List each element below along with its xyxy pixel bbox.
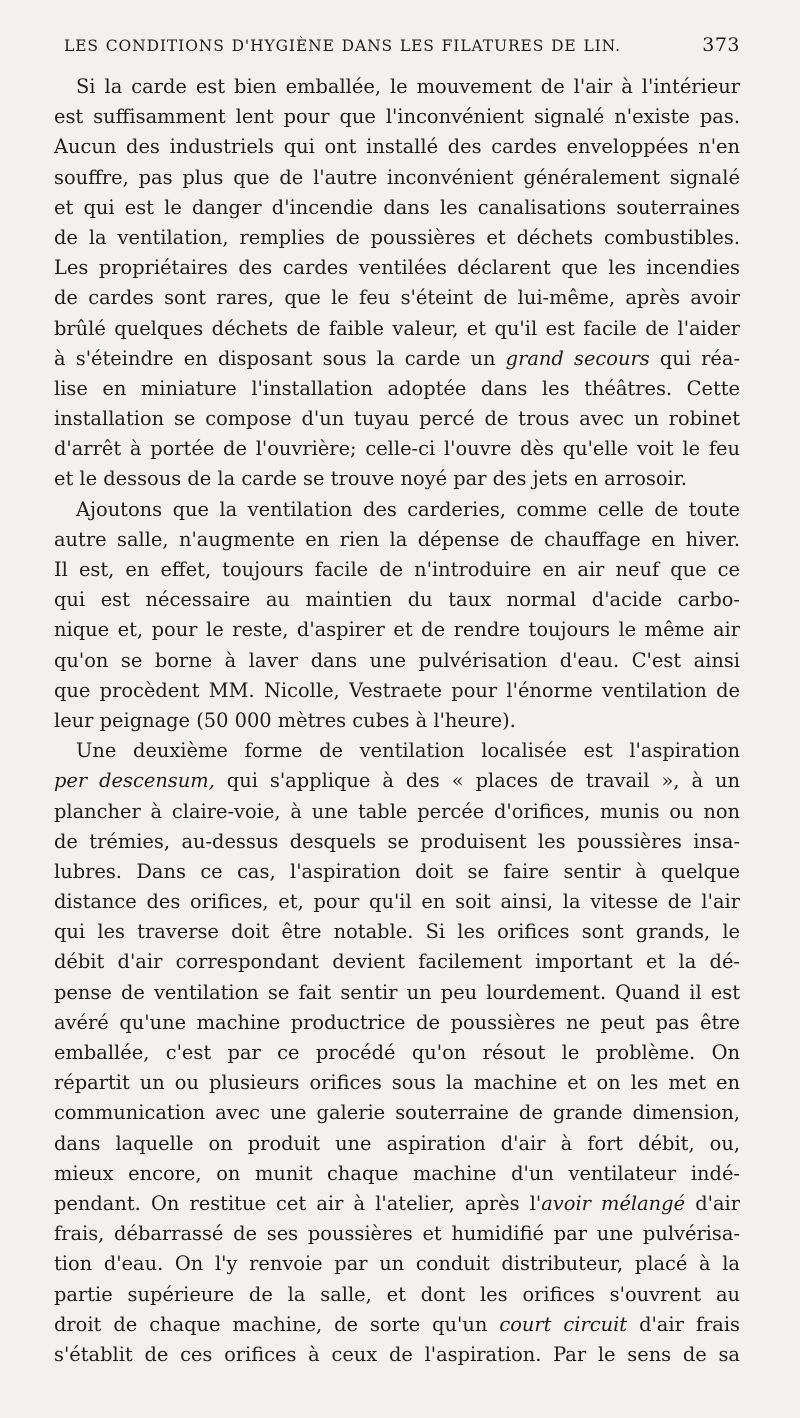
text-run: qu'on se borne à laver dans une pulvérisation d'eau. C'est ainsi: [54, 648, 740, 672]
text-line: [54, 464, 740, 494]
text-line: [54, 1249, 740, 1279]
text-run: lubres. Dans ce cas, l'aspiration doit se faire sentir à quelque: [54, 859, 740, 883]
text-run: s'établit de ces orifices à ceux de l'aspiration. Par le sens de sa: [54, 1342, 740, 1366]
text-line: [54, 1038, 740, 1068]
text-run: nique et, pour le reste, d'aspirer et de rendre toujours le même air: [54, 618, 740, 642]
text-line: [54, 585, 740, 615]
text-run: souffre, pas plus que de l'autre inconvénient généralement signalé: [54, 165, 740, 189]
text-line: [54, 193, 740, 223]
text-line: [54, 676, 740, 706]
text-line: [54, 736, 740, 766]
text-run: et qui est le danger d'incendie dans les canalisations souterraines: [54, 195, 740, 219]
page-header: [64, 34, 740, 56]
text-run: qui est nécessaire au maintien du taux normal d'acide carbo-: [54, 588, 740, 612]
text-line: [54, 283, 740, 313]
text-line: [54, 857, 740, 887]
italic-phrase: grand secours: [505, 346, 650, 370]
text-run: mieux encore, on munit chaque machine d'un ventilateur indé-: [54, 1161, 740, 1185]
text-line: [54, 314, 740, 344]
text-line: [54, 223, 740, 253]
italic-phrase: avoir mélangé: [541, 1191, 686, 1215]
text-run: pendant. On restitue cet air à l'atelier, après l': [54, 1191, 542, 1215]
text-run: emballée, c'est par ce procédé qu'on résout le problème. On: [54, 1041, 740, 1064]
text-line: [54, 887, 740, 917]
text-run: à s'éteindre en disposant sous la carde un: [54, 346, 506, 370]
text-run: de la ventilation, remplies de poussières et déchets combustibles.: [54, 225, 740, 249]
text-line: [54, 797, 740, 827]
text-run: frais, débarrassé de ses poussières et humidifié par une pulvérisa-: [54, 1222, 740, 1246]
text-run: de trémies, au-dessus desquels se produisent les poussières insa-: [54, 829, 740, 853]
text-run: est suffisamment lent pour que l'inconvénient signalé n'existe pas.: [54, 105, 740, 129]
text-line: [54, 555, 740, 585]
text-line: [54, 978, 740, 1008]
running-title: LES CONDITIONS D'HYGIÈNE DANS LES FILATURES DE LIN.: [64, 37, 621, 55]
text-run: et le dessous de la carde se trouve noyé par des jets en arrosoir.: [54, 467, 688, 491]
text-line: [54, 917, 740, 947]
text-line: [54, 1129, 740, 1159]
text-run: que procèdent MM. Nicolle, Vestraete pour l'énorme ventilation de: [54, 678, 740, 702]
text-line: [54, 1219, 740, 1249]
text-line: [54, 615, 740, 645]
text-line: [54, 947, 740, 977]
text-line: [54, 646, 740, 676]
text-line: [54, 495, 740, 525]
text-line: [54, 1068, 740, 1098]
text-line: [54, 1189, 740, 1219]
text-line: [54, 766, 740, 796]
text-run: de cardes sont rares, que le feu s'éteint de lui-même, après avoir: [54, 286, 740, 310]
text-run: d'air frais: [627, 1312, 740, 1336]
text-run: avéré qu'une machine productrice de poussières ne peut pas être: [54, 1010, 740, 1034]
text-run: droit de chaque machine, de sorte qu'un: [54, 1312, 500, 1336]
text-run: Aucun des industriels qui ont installé des cardes enveloppées n'en: [54, 135, 740, 159]
text-run: Les propriétaires des cardes ventilées déclarent que les incendies: [54, 256, 740, 280]
text-run: lise en miniature l'installation adoptée dans les théâtres. Cette: [54, 376, 740, 400]
text-run: d'air: [685, 1191, 740, 1215]
text-run: débit d'air correspondant devient facilement important et la dé-: [54, 950, 740, 974]
text-line: [54, 102, 740, 132]
text-line: [54, 72, 740, 102]
text-line: [54, 706, 740, 736]
text-line: [54, 1280, 740, 1310]
text-run: partie supérieure de la salle, et dont les orifices s'ouvrent au: [54, 1282, 740, 1306]
text-line: [54, 253, 740, 283]
text-line: [54, 404, 740, 434]
text-run: brûlé quelques déchets de faible valeur, et qu'il est facile de l'aider: [54, 316, 740, 340]
text-run: communication avec une galerie souterraine de grande dimension,: [54, 1101, 740, 1125]
text-line: [54, 163, 740, 193]
text-line: [54, 1159, 740, 1189]
text-line: [54, 1098, 740, 1128]
text-line: [54, 1340, 740, 1370]
text-run: plancher à claire-voie, à une table percée d'orifices, munis ou non: [54, 799, 740, 823]
text-line: [54, 1310, 740, 1340]
text-line: [54, 344, 740, 374]
text-run: tion d'eau. On l'y renvoie par un conduit distributeur, placé à la: [54, 1252, 740, 1276]
text-run: dans laquelle on produit une aspiration d'air à fort débit, ou,: [54, 1131, 740, 1155]
italic-phrase: court circuit: [499, 1312, 628, 1336]
text-line: [54, 434, 740, 464]
text-run: répartit un ou plusieurs orifices sous la machine et on les met en: [54, 1071, 740, 1095]
text-run: Une deuxième forme de ventilation localisée est l'aspiration: [76, 739, 740, 763]
text-run: qui les traverse doit être notable. Si les orifices sont grands, le: [54, 920, 740, 944]
text-run: distance des orifices, et, pour qu'il en soit ainsi, la vitesse de l'air: [54, 890, 740, 914]
text-run: qui réa-: [649, 346, 740, 370]
text-line: [54, 1008, 740, 1038]
text-run: Il est, en effet, toujours facile de n'introduire en air neuf que ce: [54, 558, 740, 581]
text-line: [54, 132, 740, 162]
page-number: 373: [702, 34, 740, 56]
text-run: autre salle, n'augmente en rien la dépense de chauffage en hiver.: [54, 527, 740, 551]
italic-phrase: per descensum,: [54, 769, 215, 793]
text-run: installation se compose d'un tuyau percé de trous avec un robinet: [54, 407, 740, 431]
text-run: Si la carde est bien emballée, le mouvement de l'air à l'intérieur: [76, 75, 740, 98]
text-run: leur peignage (50 000 mètres cubes à l'heure).: [54, 708, 516, 732]
text-line: [54, 374, 740, 404]
text-run: qui s'applique à des « places de travail », à un: [214, 769, 740, 793]
body-text: [54, 72, 740, 1370]
text-line: [54, 827, 740, 857]
text-run: pense de ventilation se fait sentir un peu lourdement. Quand il est: [54, 980, 740, 1004]
text-run: Ajoutons que la ventilation des carderies, comme celle de toute: [76, 497, 740, 521]
text-run: d'arrêt à portée de l'ouvrière; celle-ci l'ouvre dès qu'elle voit le feu: [54, 437, 740, 461]
text-line: [54, 525, 740, 555]
